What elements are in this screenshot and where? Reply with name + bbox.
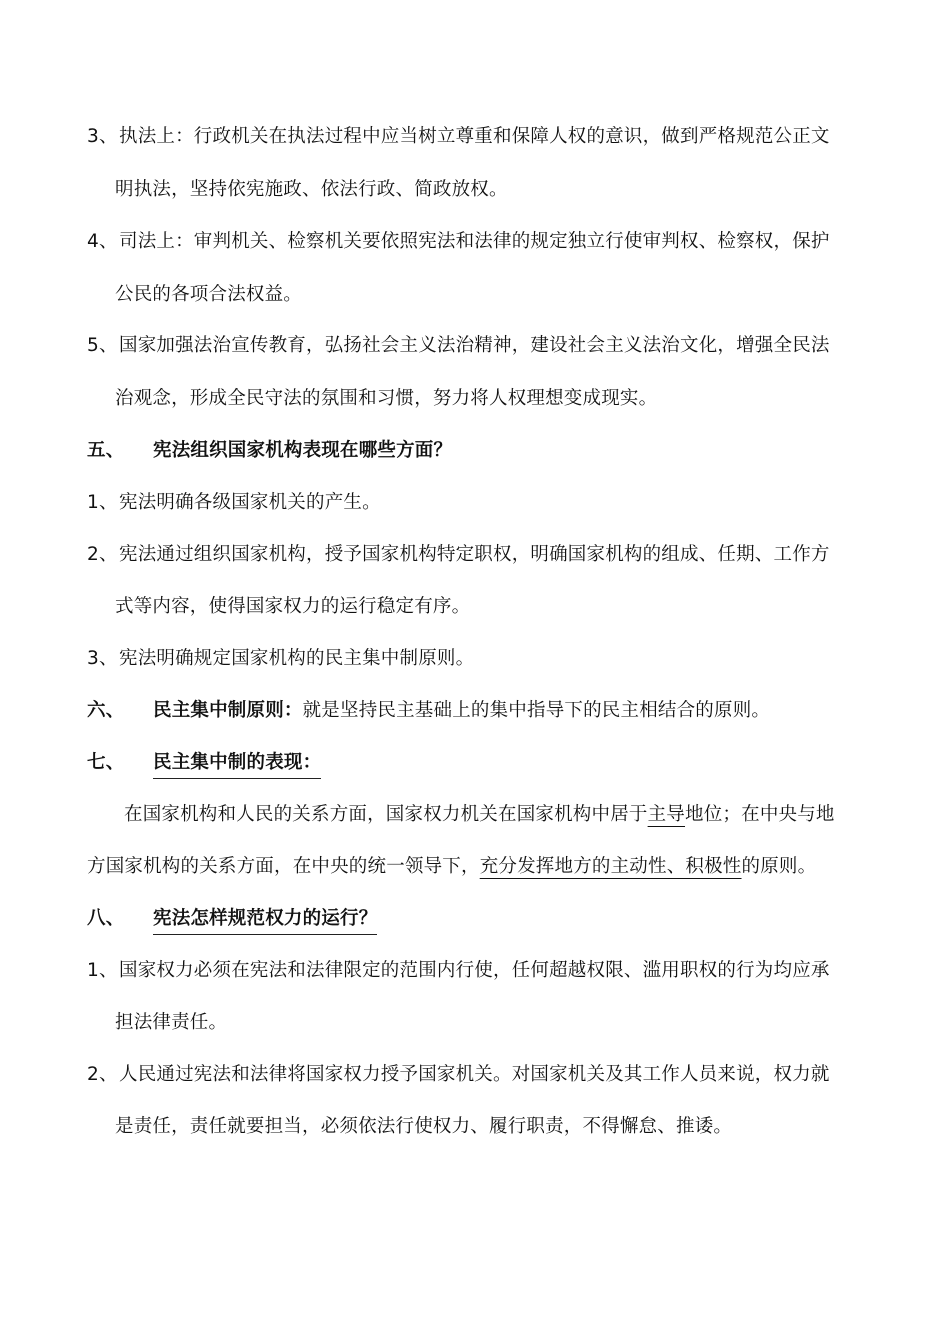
section-number: 五、 bbox=[87, 440, 125, 461]
list-item-5-line-1 bbox=[87, 333, 830, 359]
section-5-item-1 bbox=[87, 490, 381, 516]
paragraph-text: 在国家机构和人民的关系方面，国家权力机关在国家机构中居于 bbox=[124, 804, 648, 825]
section-8-item-1-line-1 bbox=[87, 958, 830, 984]
section-8-item-1-line-2: 担法律责任。 bbox=[115, 1012, 228, 1033]
section-7-paragraph-line-2 bbox=[87, 854, 816, 880]
list-number: 4、 bbox=[87, 231, 118, 252]
list-text: 司法上：审判机关、检察机关要依照宪法和法律的规定独立行使审判权、检察权，保护 bbox=[119, 231, 830, 252]
list-text: 国家加强法治宣传教育，弘扬社会主义法治精神，建设社会主义法治文化，增强全民法 bbox=[119, 335, 830, 356]
paragraph-text: 地位；在中央与地 bbox=[685, 804, 835, 825]
list-text: 宪法通过组织国家机构，授予国家机构特定职权，明确国家机构的组成、任期、工作方 bbox=[119, 544, 830, 565]
list-text: 国家权力必须在宪法和法律限定的范围内行使，任何超越权限、滥用职权的行为均应承 bbox=[119, 960, 830, 981]
section-5-item-3 bbox=[87, 646, 474, 672]
section-title: 宪法怎样规范权力的运行？ bbox=[153, 907, 377, 935]
list-number: 1、 bbox=[87, 492, 118, 513]
section-number: 七、 bbox=[87, 752, 125, 773]
list-number: 3、 bbox=[87, 126, 118, 147]
list-text: 人民通过宪法和法律将国家权力授予国家机关。对国家机关及其工作人员来说，权力就 bbox=[119, 1064, 830, 1085]
section-heading-6 bbox=[87, 698, 770, 724]
section-heading-7 bbox=[87, 750, 321, 779]
section-number: 八、 bbox=[87, 908, 125, 929]
paragraph-text: 方国家机构的关系方面，在中央的统一领导下， bbox=[87, 856, 480, 877]
section-title: 宪法组织国家机构表现在哪些方面？ bbox=[153, 440, 453, 461]
section-5-item-2-line-1 bbox=[87, 542, 830, 568]
section-number: 六、 bbox=[87, 700, 125, 721]
list-number: 5、 bbox=[87, 335, 118, 356]
section-title: 民主集中制原则： bbox=[153, 700, 303, 721]
list-item-5-line-2: 治观念，形成全民守法的氛围和习惯，努力将人权理想变成现实。 bbox=[115, 388, 658, 409]
list-text: 宪法明确规定国家机构的民主集中制原则。 bbox=[119, 648, 475, 669]
underlined-text: 主导 bbox=[647, 804, 686, 825]
section-title: 民主集中制的表现： bbox=[153, 751, 321, 779]
list-item-3-line-1 bbox=[87, 124, 830, 150]
section-5-item-2-line-2: 式等内容，使得国家权力的运行稳定有序。 bbox=[115, 596, 471, 617]
section-text: 就是坚持民主基础上的集中指导下的民主相结合的原则。 bbox=[302, 700, 771, 721]
list-item-3-line-2: 明执法，坚持依宪施政、依法行政、简政放权。 bbox=[115, 179, 508, 200]
underlined-text: 充分发挥地方的主动性、积极性 bbox=[479, 856, 742, 877]
list-text: 宪法明确各级国家机关的产生。 bbox=[119, 492, 381, 513]
list-number: 2、 bbox=[87, 1064, 118, 1085]
list-number: 2、 bbox=[87, 544, 118, 565]
list-number: 1、 bbox=[87, 960, 118, 981]
section-7-paragraph-line-1 bbox=[124, 802, 835, 828]
section-heading-5 bbox=[87, 438, 452, 464]
section-8-item-2-line-2: 是责任，责任就要担当，必须依法行使权力、履行职责，不得懈怠、推诿。 bbox=[115, 1116, 733, 1137]
list-text: 执法上：行政机关在执法过程中应当树立尊重和保障人权的意识，做到严格规范公正文 bbox=[119, 126, 830, 147]
section-8-item-2-line-1 bbox=[87, 1062, 830, 1088]
paragraph-text: 的原则。 bbox=[741, 856, 817, 877]
list-item-4-line-2: 公民的各项合法权益。 bbox=[115, 284, 303, 305]
section-heading-8 bbox=[87, 906, 377, 935]
list-item-4-line-1 bbox=[87, 229, 830, 255]
list-number: 3、 bbox=[87, 648, 118, 669]
